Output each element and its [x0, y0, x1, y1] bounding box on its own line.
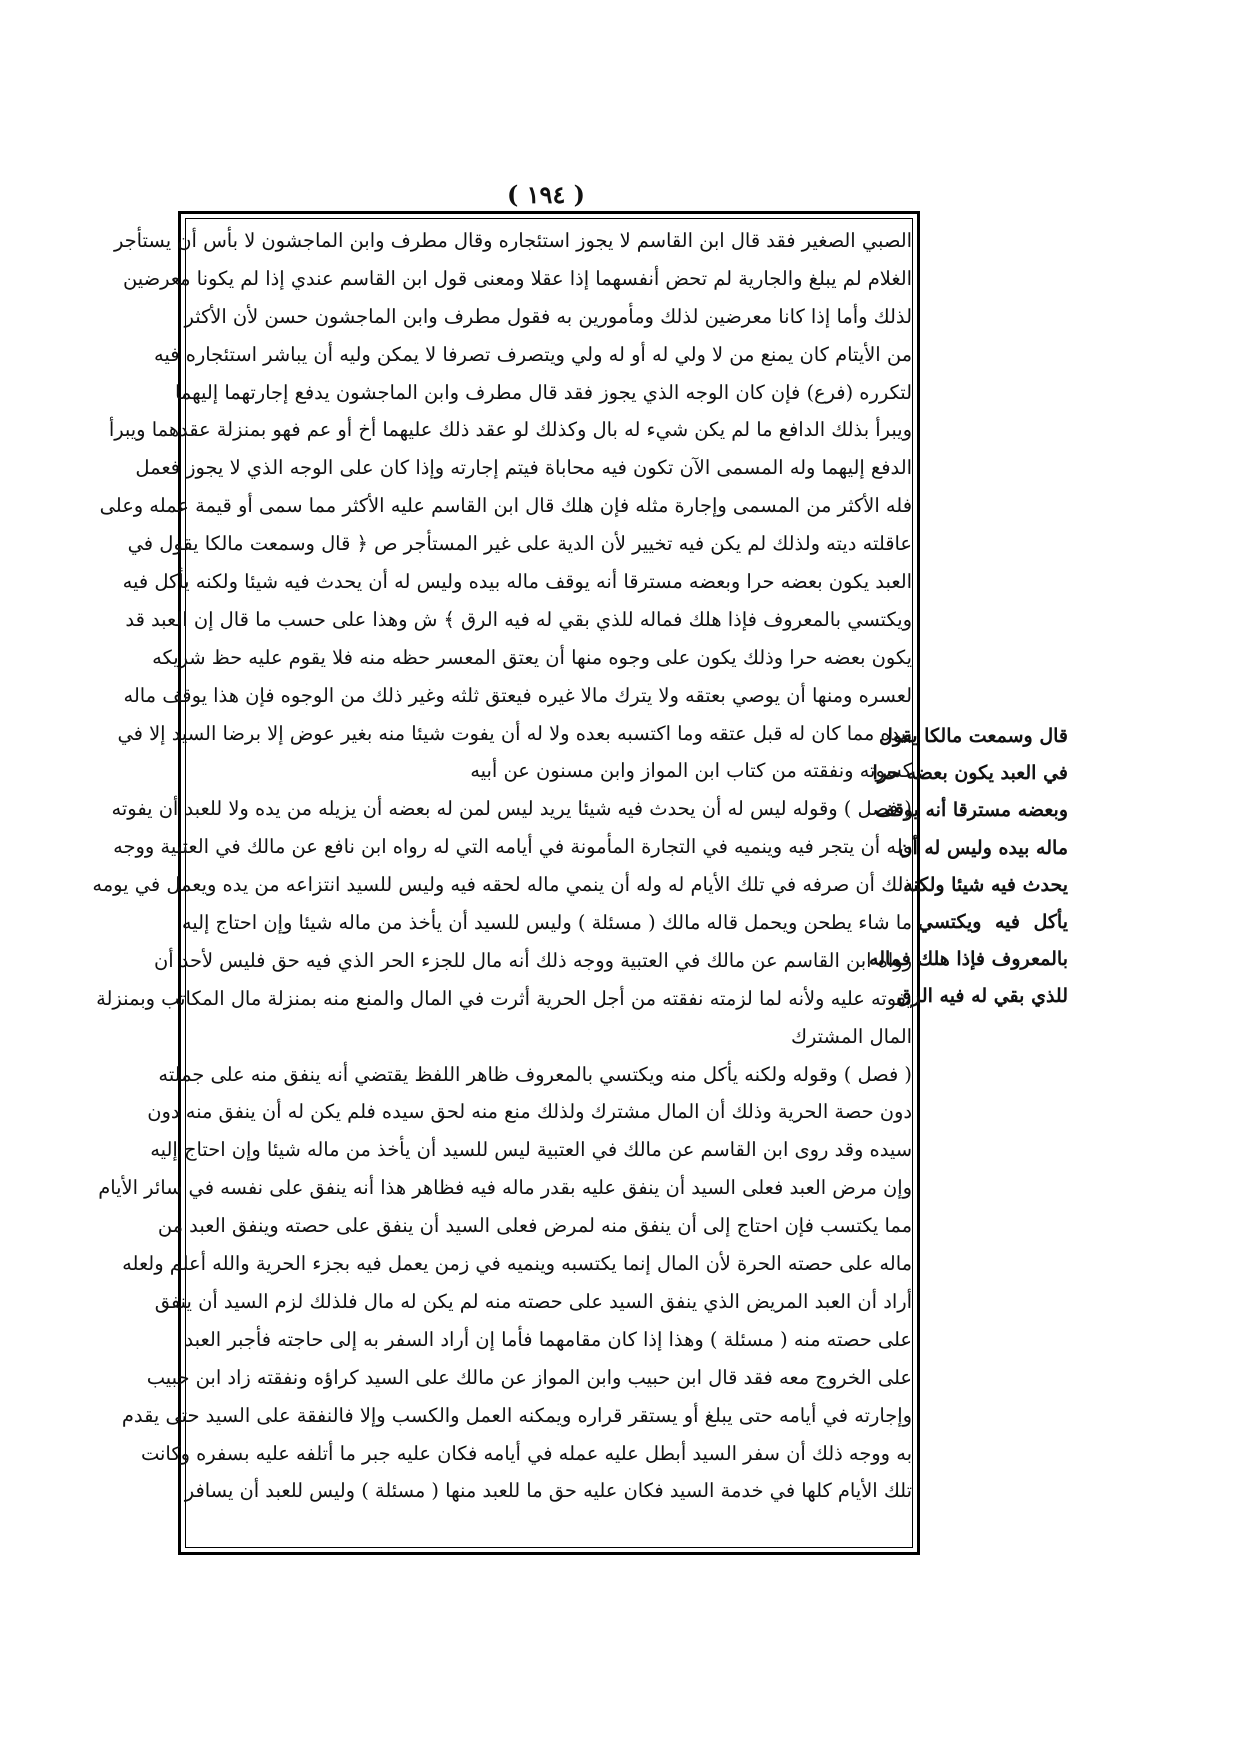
text-line: وإجارته في أيامه حتى يبلغ أو يستقر قراره ويمكنه العمل والكسب وإلا فالنفقة على السيد حتى يقدم — [121, 1403, 912, 1427]
margin-note-line: في العبد يكون بعضه حرا — [872, 762, 1068, 785]
text-line: أراد أن العبد المريض الذي ينفق السيد على حصته منه لم يكن له مال فلذلك لزم السيد أن ينفق — [154, 1289, 912, 1313]
margin-note-line: للذي بقي له فيه الرق — [896, 985, 1068, 1008]
text-line: ( فصل ) وقوله ولكنه يأكل منه ويكتسي بالمعروف ظاهر اللفظ يقتضي أنه ينفق منه على جملته — [158, 1062, 912, 1086]
text-line: الصبي الصغير فقد قال ابن القاسم لا يجوز استئجاره وقال مطرف وابن الماجشون لا بأس أن يستأجر — [113, 229, 912, 252]
margin-note-line: قال وسمعت مالكا يقول — [879, 725, 1068, 747]
text-line: ويكتسي بالمعروف فإذا هلك فماله للذي بقي له فيه الرق ﴾ ش وهذا على حسب ما قال إن العبد قد — [125, 607, 912, 631]
text-line: بيده مما كان له قبل عتقه وما اكتسبه بعده ولا له أن يفوت شيئا منه بغير عوض إلا برضا السيد إلا في — [117, 721, 912, 745]
margin-note-line: يحدث فيه شيئا ولكنه — [903, 873, 1068, 896]
text-line: كسوته ونفقته من كتاب ابن المواز وابن مسنون عن أبيه — [470, 759, 912, 783]
text-line: الغلام لم يبلغ والجارية لم تحض أنفسهما إذا عقلا ومعنى قول ابن القاسم عندي إذا لم يكونا معرضين — [123, 266, 912, 290]
text-line: مما يكتسب فإن احتاج إلى أن ينفق منه لمرض فعلى السيد أن ينفق على حصته وينفق العبد من — [157, 1214, 912, 1238]
margin-note-line: بالمعروف فإذا هلك فماله — [869, 948, 1068, 971]
text-line: تلك الأيام كلها في خدمة السيد فكان عليه حق ما للعبد منها ( مسئلة ) وليس للعبد أن يسافر — [184, 1479, 912, 1503]
margin-note — [869, 718, 1068, 1016]
page-number: ( ١٩٤ ) — [506, 180, 586, 209]
text-line: الدفع إليهما وله المسمى الآن تكون فيه محاباة فيتم إجارته وإذا كان على الوجه الذي لا يجوز فعمل — [135, 456, 912, 480]
text-line: على حصته منه ( مسئلة ) وهذا إذا كان مقامهما فأما إن أراد السفر به إلى حاجته فأجبر العبد — [184, 1327, 912, 1351]
text-line: دون حصة الحرية وذلك أن المال مشترك ولذلك منع منه لحق سيده فلم يكن له أن ينفق منه دون — [147, 1100, 912, 1124]
text-line: ويبرأ بذلك الدافع ما لم يكن شيء له بال وكذلك لو عقد ذلك عليهما أخ أو عم فهو بمنزلة عقدهما ويبرأ — [108, 418, 912, 442]
text-line: المال المشترك — [790, 1024, 912, 1048]
margin-note-line: يأكل فيه ويكتسي — [918, 910, 1068, 933]
text-line: فله الأكثر من المسمى وإجارة مثله فإن هلك قال ابن القاسم عليه الأكثر مما سمى أو قيمة عمله وعلى — [99, 494, 912, 518]
text-line: لعسره ومنها أن يوصي بعتقه ولا يترك مالا غيره فيعتق ثلثه وغير ذلك من الوجوه فإن هذا يوقف ماله — [123, 683, 912, 707]
text-line: من الأيتام كان يمنع من لا ولي له أو له ولي ويتصرف تصرفا لا يمكن وليه أن يباشر استئجاره فيه — [154, 342, 912, 366]
text-line: رواه ابن القاسم عن مالك في العتبية ووجه ذلك أنه مال للجزء الحر الذي فيه حق فليس لأحد أن — [153, 948, 912, 972]
text-line: وإن مرض العبد فعلى السيد أن ينفق عليه بقدر ماله فيه فظاهر هذا أنه ينفق على نفسه في سائر الأيام — [98, 1176, 912, 1200]
main-text-block — [92, 222, 916, 1548]
text-line: يكون بعضه حرا وذلك يكون على وجوه منها أن يعتق المعسر حظه منه فلا يقوم عليه حظ شريكه — [152, 645, 912, 669]
text-line: به ووجه ذلك أن سفر السيد أبطل عليه عمله في أيامه فكان عليه جبر ما أتلفه عليه بسفره وكانت — [141, 1441, 912, 1465]
text-line: سيده وقد روى ابن القاسم عن مالك في العتبية ليس للسيد أن يأخذ من ماله شيئا وإن احتاج إليه — [150, 1138, 912, 1162]
margin-note-line: ماله بيده وليس له أن — [898, 836, 1068, 859]
text-line: وله أن يتجر فيه وينميه في التجارة المأمونة في أيامه التي له رواه ابن نافع عن مالك في العتبية ووجه — [113, 835, 912, 859]
text-line: العبد يكون بعضه حرا وبعضه مسترقا أنه يوقف ماله بيده وليس له أن يحدث فيه شيئا ولكنه يأكل فيه — [122, 570, 912, 594]
text-line: ما شاء يطحن ويحمل قاله مالك ( مسئلة ) وليس للسيد أن يأخذ من ماله شيئا وإن احتاج إليه — [181, 911, 912, 935]
text-line: عاقلته ديته ولذلك لم يكن فيه تخيير لأن الدية على غير المستأجر ص ﴿ قال وسمعت مالكا يقول في — [127, 532, 912, 556]
margin-note-line: وبعضه مسترقا أنه يوقف — [875, 799, 1068, 822]
text-line: ذلك أن صرفه في تلك الأيام له وله أن ينمي ماله لحقه فيه وليس للسيد انتزاعه من يده ويعمل في يومه — [92, 873, 912, 897]
text-line: ماله على حصته الحرة لأن المال إنما يكتسبه وينميه في زمن يعمل فيه بجزء الحرية والله أعلم ولعله — [122, 1252, 912, 1276]
text-line: ( فصل ) وقوله ليس له أن يحدث فيه شيئا يريد ليس لمن له بعضه أن يزيله من يده ولا للعبد أن يفوته — [111, 797, 912, 821]
text-line: يفوته عليه ولأنه لما لزمته نفقته من أجل الحرية أثرت في المال والمنع منه بمنزلة مال المكاتب وبمنزلة — [96, 986, 912, 1010]
text-line: على الخروج معه فقد قال ابن حبيب وابن المواز عن مالك على السيد كراؤه ونفقته زاد ابن حبيب — [146, 1365, 912, 1389]
text-line: لذلك وأما إذا كانا معرضين لذلك ومأمورين به فقول مطرف وابن الماجشون حسن لأن الأكثر — [184, 304, 912, 328]
text-line: لتكرره (فرع) فإن كان الوجه الذي يجوز فقد قال مطرف وابن الماجشون يدفع إجارتهما إليهما — [174, 380, 912, 404]
